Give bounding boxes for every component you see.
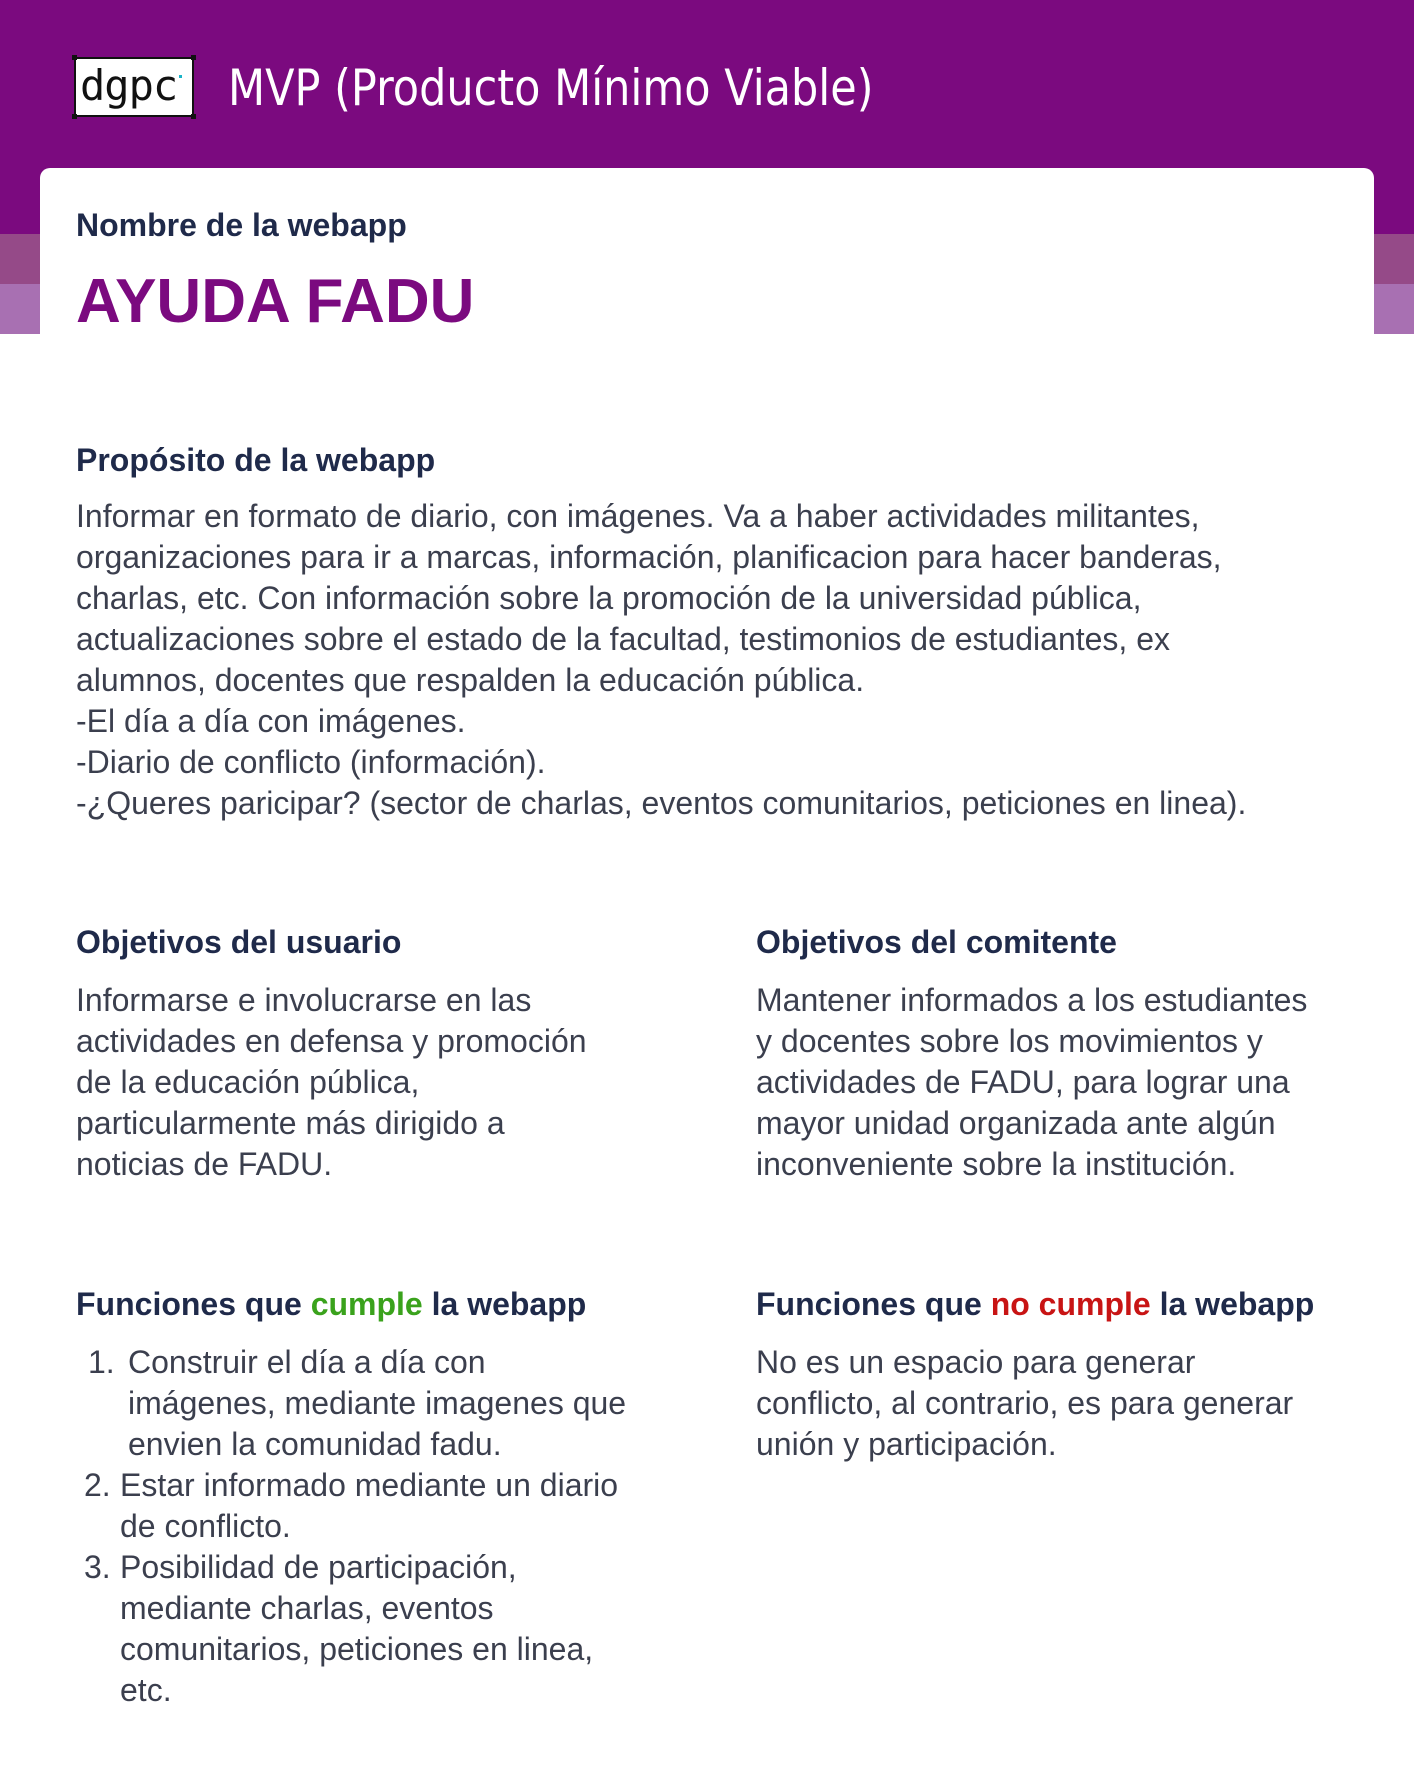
functions-no-label-suffix: la webapp	[1150, 1286, 1315, 1322]
functions-no-label	[756, 1284, 1396, 1324]
client-goals-line: mayor unidad organizada ante algún	[756, 1105, 1276, 1141]
logo-corner-mark	[191, 55, 196, 60]
purpose-line: organizaciones para ir a marcas, información, planificacion para hacer banderas,	[76, 539, 1222, 575]
user-goals-body	[76, 980, 686, 1185]
functions-yes-label-suffix: la webapp	[422, 1286, 587, 1322]
logo-corner-mark	[72, 114, 77, 119]
client-goals-line: y docentes sobre los movimientos y	[756, 1023, 1263, 1059]
functions-yes-label	[76, 1284, 696, 1324]
user-goals-line: Informarse e involucrarse en las	[76, 982, 532, 1018]
purpose-line: actualizaciones sobre el estado de la facultad, testimonios de estudiantes, ex	[76, 621, 1170, 657]
logo-corner-mark	[191, 114, 196, 119]
client-goals-label: Objetivos del comitente	[756, 924, 1117, 960]
functions-yes-highlight: cumple	[310, 1286, 423, 1322]
user-goals-section	[76, 922, 686, 962]
functions-yes-label-prefix: Funciones que	[76, 1286, 311, 1322]
functions-yes-section	[76, 1284, 696, 1324]
user-goals-label: Objetivos del usuario	[76, 924, 402, 960]
list-item-number: 2.	[84, 1467, 111, 1503]
logo-corner-mark	[72, 55, 77, 60]
app-name-label: Nombre de la webapp	[76, 207, 407, 243]
list-item-number: 3.	[84, 1549, 111, 1585]
functions-no-line: unión y participación.	[756, 1426, 1057, 1462]
purpose-line: -El día a día con imágenes.	[76, 703, 466, 739]
list-item-line: Estar informado mediante un diario	[120, 1467, 619, 1503]
functions-no-highlight: no cumple	[990, 1286, 1151, 1322]
purpose-body	[76, 496, 1374, 824]
page-title: MVP (Producto Mínimo Viable)	[228, 59, 874, 117]
list-item-line: mediante charlas, eventos	[120, 1590, 494, 1626]
client-goals-section	[756, 922, 1396, 962]
purpose-line: -Diario de conflicto (información).	[76, 744, 546, 780]
logo-accent-dot	[179, 75, 182, 78]
list-item	[76, 1465, 696, 1547]
user-goals-line: noticias de FADU.	[76, 1146, 333, 1182]
user-goals-line: actividades en defensa y promoción	[76, 1023, 587, 1059]
list-item-line: envien la comunidad fadu.	[128, 1426, 502, 1462]
functions-yes-list-wrap	[76, 1342, 696, 1711]
list-item-line: de conflicto.	[120, 1508, 291, 1544]
functions-yes-list	[76, 1342, 696, 1711]
logo-text: dgpc	[80, 61, 178, 110]
list-item-line: Construir el día a día con	[128, 1344, 486, 1380]
purpose-line: charlas, etc. Con información sobre la promoción de la universidad pública,	[76, 580, 1142, 616]
purpose-line: -¿Queres paricipar? (sector de charlas, eventos comunitarios, peticiones en linea).	[76, 785, 1247, 821]
user-goals-line: particularmente más dirigido a	[76, 1105, 505, 1141]
functions-no-line: No es un espacio para generar	[756, 1344, 1196, 1380]
list-item-line: etc.	[120, 1672, 172, 1708]
functions-no-line: conflicto, al contrario, es para generar	[756, 1385, 1294, 1421]
functions-no-body	[756, 1342, 1396, 1465]
list-item-line: Posibilidad de participación,	[120, 1549, 517, 1585]
purpose-line: Informar en formato de diario, con imágenes. Va a haber actividades militantes,	[76, 498, 1200, 534]
client-goals-line: Mantener informados a los estudiantes	[756, 982, 1308, 1018]
functions-no-section	[756, 1284, 1396, 1324]
user-goals-line: de la educación pública,	[76, 1064, 420, 1100]
list-item-line: imágenes, mediante imagenes que	[128, 1385, 627, 1421]
dgpc-logo	[74, 57, 194, 117]
list-item-number: 1.	[88, 1344, 115, 1380]
list-item	[76, 1342, 696, 1465]
client-goals-line: inconveniente sobre la institución.	[756, 1146, 1237, 1182]
app-name: AYUDA FADU	[76, 267, 475, 336]
purpose-line: alumnos, docentes que respalden la educación pública.	[76, 662, 865, 698]
purpose-label: Propósito de la webapp	[76, 442, 436, 478]
purpose-section	[76, 440, 1374, 480]
list-item-line: comunitarios, peticiones en linea,	[120, 1631, 594, 1667]
list-item	[76, 1547, 696, 1711]
functions-no-label-prefix: Funciones que	[756, 1286, 991, 1322]
client-goals-body	[756, 980, 1396, 1185]
client-goals-line: actividades de FADU, para lograr una	[756, 1064, 1290, 1100]
